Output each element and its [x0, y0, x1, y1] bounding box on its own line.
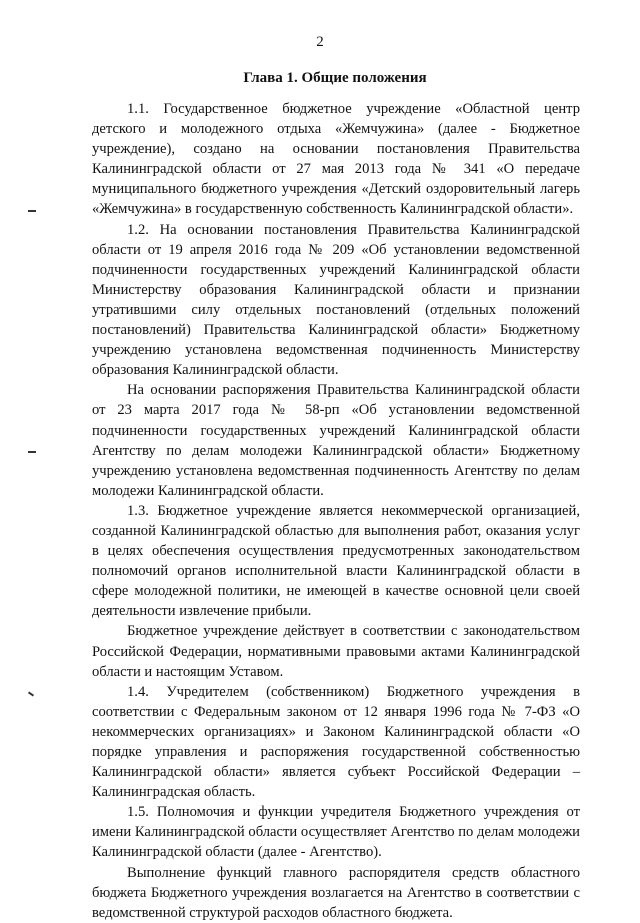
margin-mark	[28, 451, 36, 453]
chapter-title: Глава 1. Общие положения	[243, 70, 427, 86]
paragraph-1-3-continued: Бюджетное учреждение действует в соответствии с законодательством Российской Федерации, нормативными правовыми актами Калининградской области и настоящим Уставом.	[92, 623, 580, 680]
paragraph-1-1: 1.1. Государственное бюджетное учреждение «Областной центр детского и молодежного отдыха «Жемчужина» (далее - Бюджетное учреждение), создано на основании постановления Правительства Калининградской области от 27 мая 2013 года № 341 «О передаче муниципального бюджетного учреждения «Детский оздоровительный лагерь «Жемчужина» в государственную собственность Калининградской области».	[92, 101, 580, 218]
page-number: 2	[316, 34, 324, 50]
paragraph-1-2: 1.2. На основании постановления Правительства Калининградской области от 19 апреля 2016 года № 209 «Об установлении ведомственной подчиненности государственных учреждений Калининградской области Министерству образования Калининградской области и признании утратившими силу отдельных постановлений (отдельных положений постановлений) Правительства Калининградской области» Бюджетному учреждению установлена ведомственная подчиненность Министерству образования Калининградской области.	[92, 221, 580, 379]
paragraph-1-2-continued: На основании распоряжения Правительства Калининградской области от 23 марта 2017 года № 58-рп «Об установлении ведомственной подчиненности государственных учреждений Калининградской области Агентству по делам молодежи Калининградской области» Бюджетному учреждению установлена ведомственная подчиненность Агентству по делам молодежи Калининградской области.	[92, 382, 580, 499]
paragraph-1-5: 1.5. Полномочия и функции учредителя Бюджетного учреждения от имени Калининградской области осуществляет Агентство по делам молодежи Калининградской области (далее - Агентство).	[92, 804, 580, 861]
document-body	[92, 99, 580, 923]
margin-mark	[28, 210, 36, 212]
paragraph-1-5-continued: Выполнение функций главного распорядителя средств областного бюджета Бюджетного учреждения возлагается на Агентство в соответствии с ведомственной структурой расходов областного бюджета.	[92, 864, 580, 921]
paragraph-1-4: 1.4. Учредителем (собственником) Бюджетного учреждения в соответствии с Федеральным законом от 12 января 1996 года № 7-ФЗ «О некоммерческих организациях» и Законом Калининградской области «О порядке управления и распоряжения государственной собственностью Калининградской области» является субъект Российской Федерации – Калининградская область.	[92, 683, 580, 801]
margin-mark	[28, 691, 34, 696]
paragraph-1-3: 1.3. Бюджетное учреждение является некоммерческой организацией, созданной Калининградской областью для выполнения работ, оказания услуг в целях обеспечения осуществления предусмотренных законодательством полномочий органов исполнительной власти Калининградской области в сфере молодежной политики, не имеющей в качестве основной цели своей деятельности извлечение прибыли.	[92, 502, 580, 620]
